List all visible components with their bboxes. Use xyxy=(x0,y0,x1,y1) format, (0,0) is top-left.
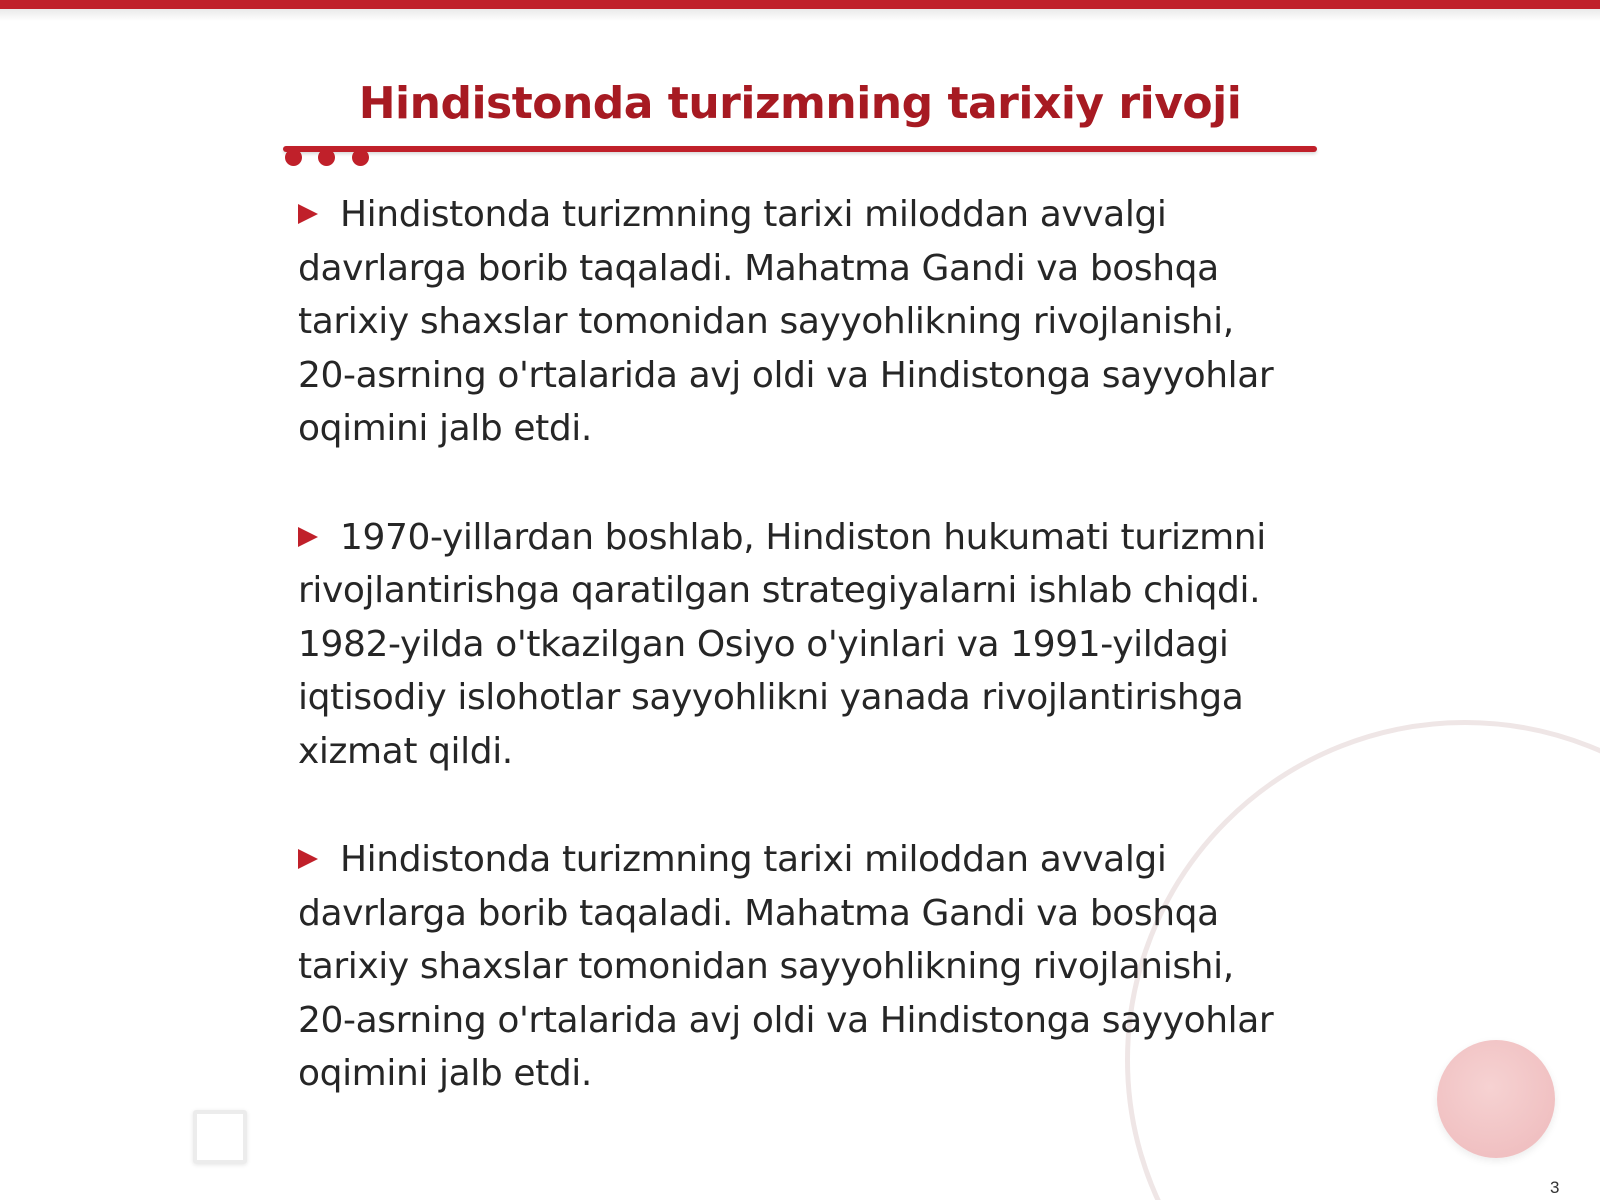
paragraph-line: 20-asrning o'rtalarida avj oldi va Hindistonga sayyohlar xyxy=(298,999,1274,1041)
decorative-square xyxy=(193,1110,247,1164)
bullet-paragraph-1 xyxy=(298,188,1298,456)
red-triangle-bullet-icon xyxy=(298,204,318,224)
paragraph-line: davrlarga borib taqaladi. Mahatma Gandi va boshqa xyxy=(298,247,1219,289)
paragraph-line: oqimini jalb etdi. xyxy=(298,408,592,449)
paragraph-line: xizmat qildi. xyxy=(298,730,513,772)
page-number: 3 xyxy=(1550,1178,1560,1197)
top-band-shadow xyxy=(0,9,1600,21)
slide-body xyxy=(298,188,1298,1156)
paragraph-line: rivojlantirishga qaratilgan strategiyalarni ishlab chiqdi. xyxy=(298,570,1261,611)
paragraph-line: tarixiy shaxslar tomonidan sayyohlikning rivojlanishi, xyxy=(298,946,1234,987)
top-accent-band xyxy=(0,0,1600,9)
underline-dot xyxy=(285,149,302,166)
slide-title: Hindistonda turizmning tarixiy rivoji xyxy=(358,78,1242,129)
paragraph-line: davrlarga borib taqaladi. Mahatma Gandi va boshqa xyxy=(298,892,1219,934)
paragraph-line: 20-asrning o'rtalarida avj oldi va Hindistonga sayyohlar xyxy=(298,354,1274,396)
paragraph-line: 1982-yilda o'tkazilgan Osiyo o'yinlari va 1991-yildagi xyxy=(298,623,1229,665)
title-underline xyxy=(283,146,1317,152)
paragraph-line: oqimini jalb etdi. xyxy=(298,1053,592,1094)
underline-dot xyxy=(318,149,335,166)
paragraph-line: Hindistonda turizmning tarixi miloddan avvalgi xyxy=(340,839,1167,880)
red-triangle-bullet-icon xyxy=(298,527,318,547)
decorative-pink-circle xyxy=(1437,1040,1555,1158)
paragraph-line: 1970-yillardan boshlab, Hindiston hukumati turizmni xyxy=(340,516,1266,558)
bullet-paragraph-2 xyxy=(298,511,1298,779)
paragraph-line: Hindistonda turizmning tarixi miloddan avvalgi xyxy=(340,194,1167,235)
red-triangle-bullet-icon xyxy=(298,849,318,869)
bullet-paragraph-3 xyxy=(298,833,1298,1101)
paragraph-line: iqtisodiy islohotlar sayyohlikni yanada rivojlantirishga xyxy=(298,677,1244,718)
underline-dot xyxy=(352,149,369,166)
paragraph-line: tarixiy shaxslar tomonidan sayyohlikning rivojlanishi, xyxy=(298,301,1234,342)
